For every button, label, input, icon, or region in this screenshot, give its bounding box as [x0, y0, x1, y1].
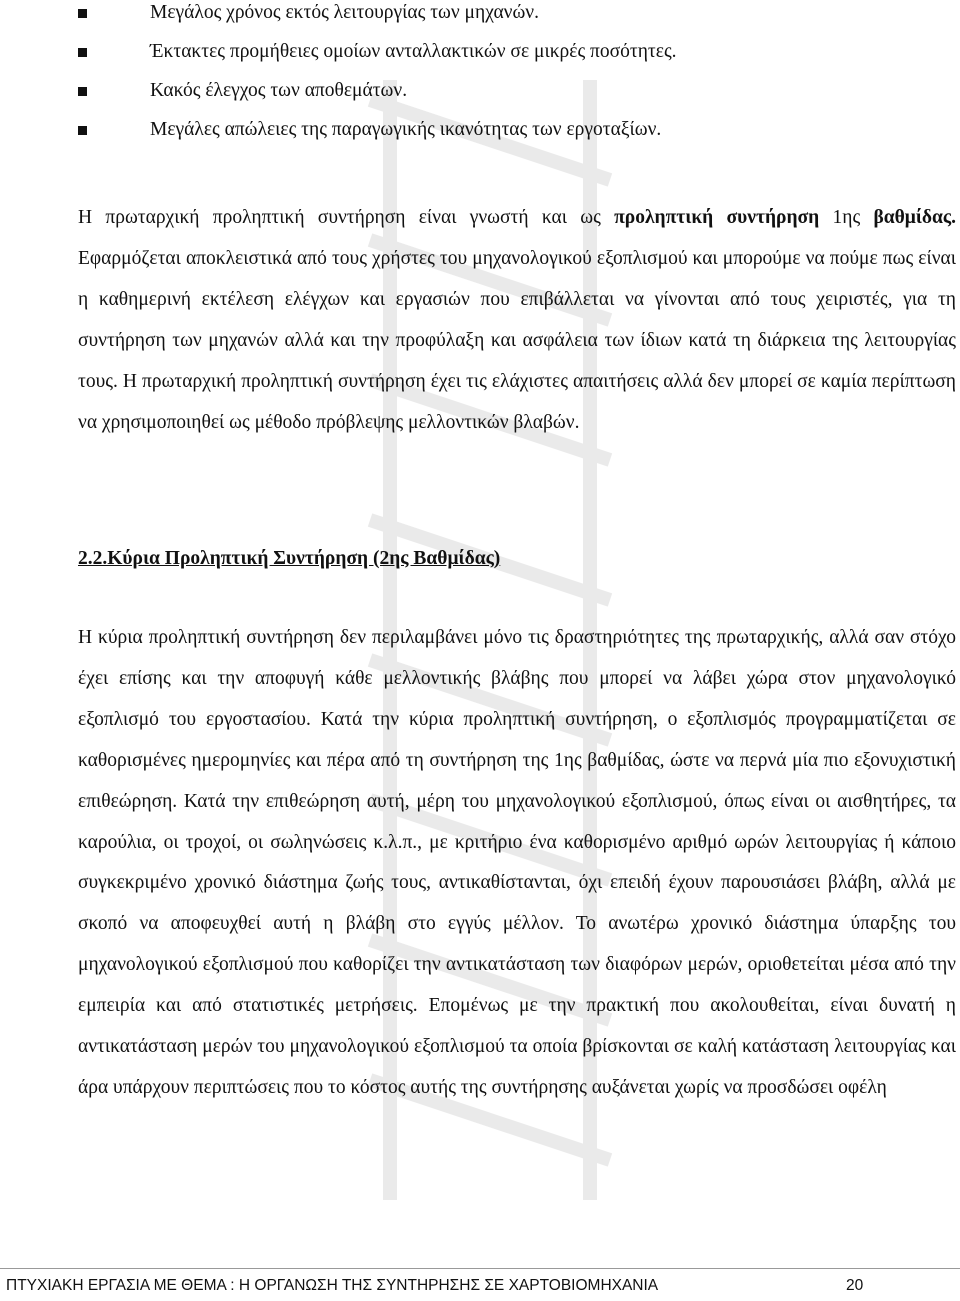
intro-paragraph	[78, 198, 956, 443]
bullet-marker-icon	[78, 48, 87, 57]
bullet-item	[78, 78, 938, 117]
intro-bold-term: προληπτική συντήρηση	[614, 207, 820, 228]
intro-text: 1ης	[819, 207, 874, 228]
section-heading: 2.2.Κύρια Προληπτική Συντήρηση (2ης Βαθμίδας)	[78, 548, 501, 569]
bullet-item	[78, 39, 938, 78]
bullet-text: Μεγάλος χρόνος εκτός λειτουργίας των μηχανών.	[150, 2, 540, 23]
bullet-text: Κακός έλεγχος των αποθεμάτων.	[150, 80, 408, 101]
main-paragraph: Η κύρια προληπτική συντήρηση δεν περιλαμβάνει μόνο τις δραστηριότητες της πρωταρχικής, αλλά σαν στόχο έχει επίσης και την αποφυγή κάθε μελλοντικής βλάβης που μπορεί να λάβει χώρα στον μηχανολογικό εξοπλισμό του εργοστασίου. Κατά την κύρια προληπτική συντήρηση, ο εξοπλισμός προγραμματίζεται σε καθορισμένες ημερομηνίες και πέρα από τη συντήρηση της 1ης βαθμίδας, ώστε να περνά μία πιο εξονυχιστική επιθεώρηση. Κατά την επιθεώρηση αυτή, μέρη του μηχανολογικού εξοπλισμού, όπως είναι οι αισθητήρες, τα καρούλια, οι τροχοί, οι σωληνώσεις κ.λ.π., με κριτήριο ένα καθορισμένο αριθμό ωρών λειτουργίας ή κάποιο συγκεκριμένο χρονικό διάστημα ζωής τους, αντικαθίστανται, όχι επειδή έχουν παρουσιάσει βλάβη, αλλά με σκοπό να αποφευχθεί αυτή η βλάβη στο εγγύς μέλλον. Το ανωτέρω χρονικό διάστημα ύπαρξης του μηχανολογικού εξοπλισμού που καθορίζει την αντικατάσταση των διαφόρων μερών, οριοθετείται μέσα από την εμπειρία και από στατιστικές μετρήσεις. Επομένως με την πρακτική που ακολουθείται, είναι δυνατή η αντικατάσταση μερών του μηχανολογικού εξοπλισμού τα οποία βρίσκονται σε καλή κατάσταση λειτουργίας και άρα υπάρχουν περιπτώσεις που το κόστος αυτής της συντήρησης αυξάνεται χωρίς να προσδώσει οφέλη	[78, 627, 956, 1098]
bullet-item	[78, 0, 938, 39]
intro-text: Εφαρμόζεται αποκλειστικά από τους χρήστες του μηχανολογικού εξοπλισμού και μπορούμε να πούμε πως είναι η καθημερινή εκτέλεση ελέγχων και εργασιών που επιβάλλεται να γίνονται από τους χειριστές, για τη συντήρηση των μηχανών αλλά και την προφύλαξη και ασφάλεια των ίδιων κατά τη διάρκεια της λειτουργίας τους. Η πρωταρχική προληπτική συντήρηση έχει τις ελάχιστες απαιτήσεις αλλά δεν μπορεί σε καμία περίπτωση να χρησιμοποιηθεί ως μέθοδο πρόβλεψης μελλοντικών βλαβών.	[78, 247, 956, 433]
bullet-marker-icon	[78, 126, 87, 135]
intro-bold-term: βαθμίδας.	[873, 207, 957, 228]
intro-text: Η πρωταρχική προληπτική συντήρηση είναι γνωστή και ως	[78, 207, 615, 228]
bullet-item	[78, 117, 938, 156]
page-footer	[0, 1268, 960, 1301]
footer-title: ΠΤΥΧΙΑΚΗ ΕΡΓΑΣΙΑ ΜΕ ΘΕΜΑ : Η ΟΡΓΑΝΩΣΗ ΤΗΣ ΣΥΝΤΗΡΗΣΗΣ ΣΕ ΧΑΡΤΟΒΙΟΜΗΧΑΝΙΑ	[6, 1277, 659, 1294]
bullet-list	[78, 0, 938, 156]
bullet-marker-icon	[78, 87, 87, 96]
bullet-text: Έκτακτες προμήθειες ομοίων ανταλλακτικών σε μικρές ποσότητες.	[150, 41, 677, 62]
bullet-text: Μεγάλες απώλειες της παραγωγικής ικανότητας των εργοταξίων.	[150, 119, 662, 140]
bullet-marker-icon	[78, 9, 87, 18]
page-number: 20	[846, 1277, 864, 1294]
